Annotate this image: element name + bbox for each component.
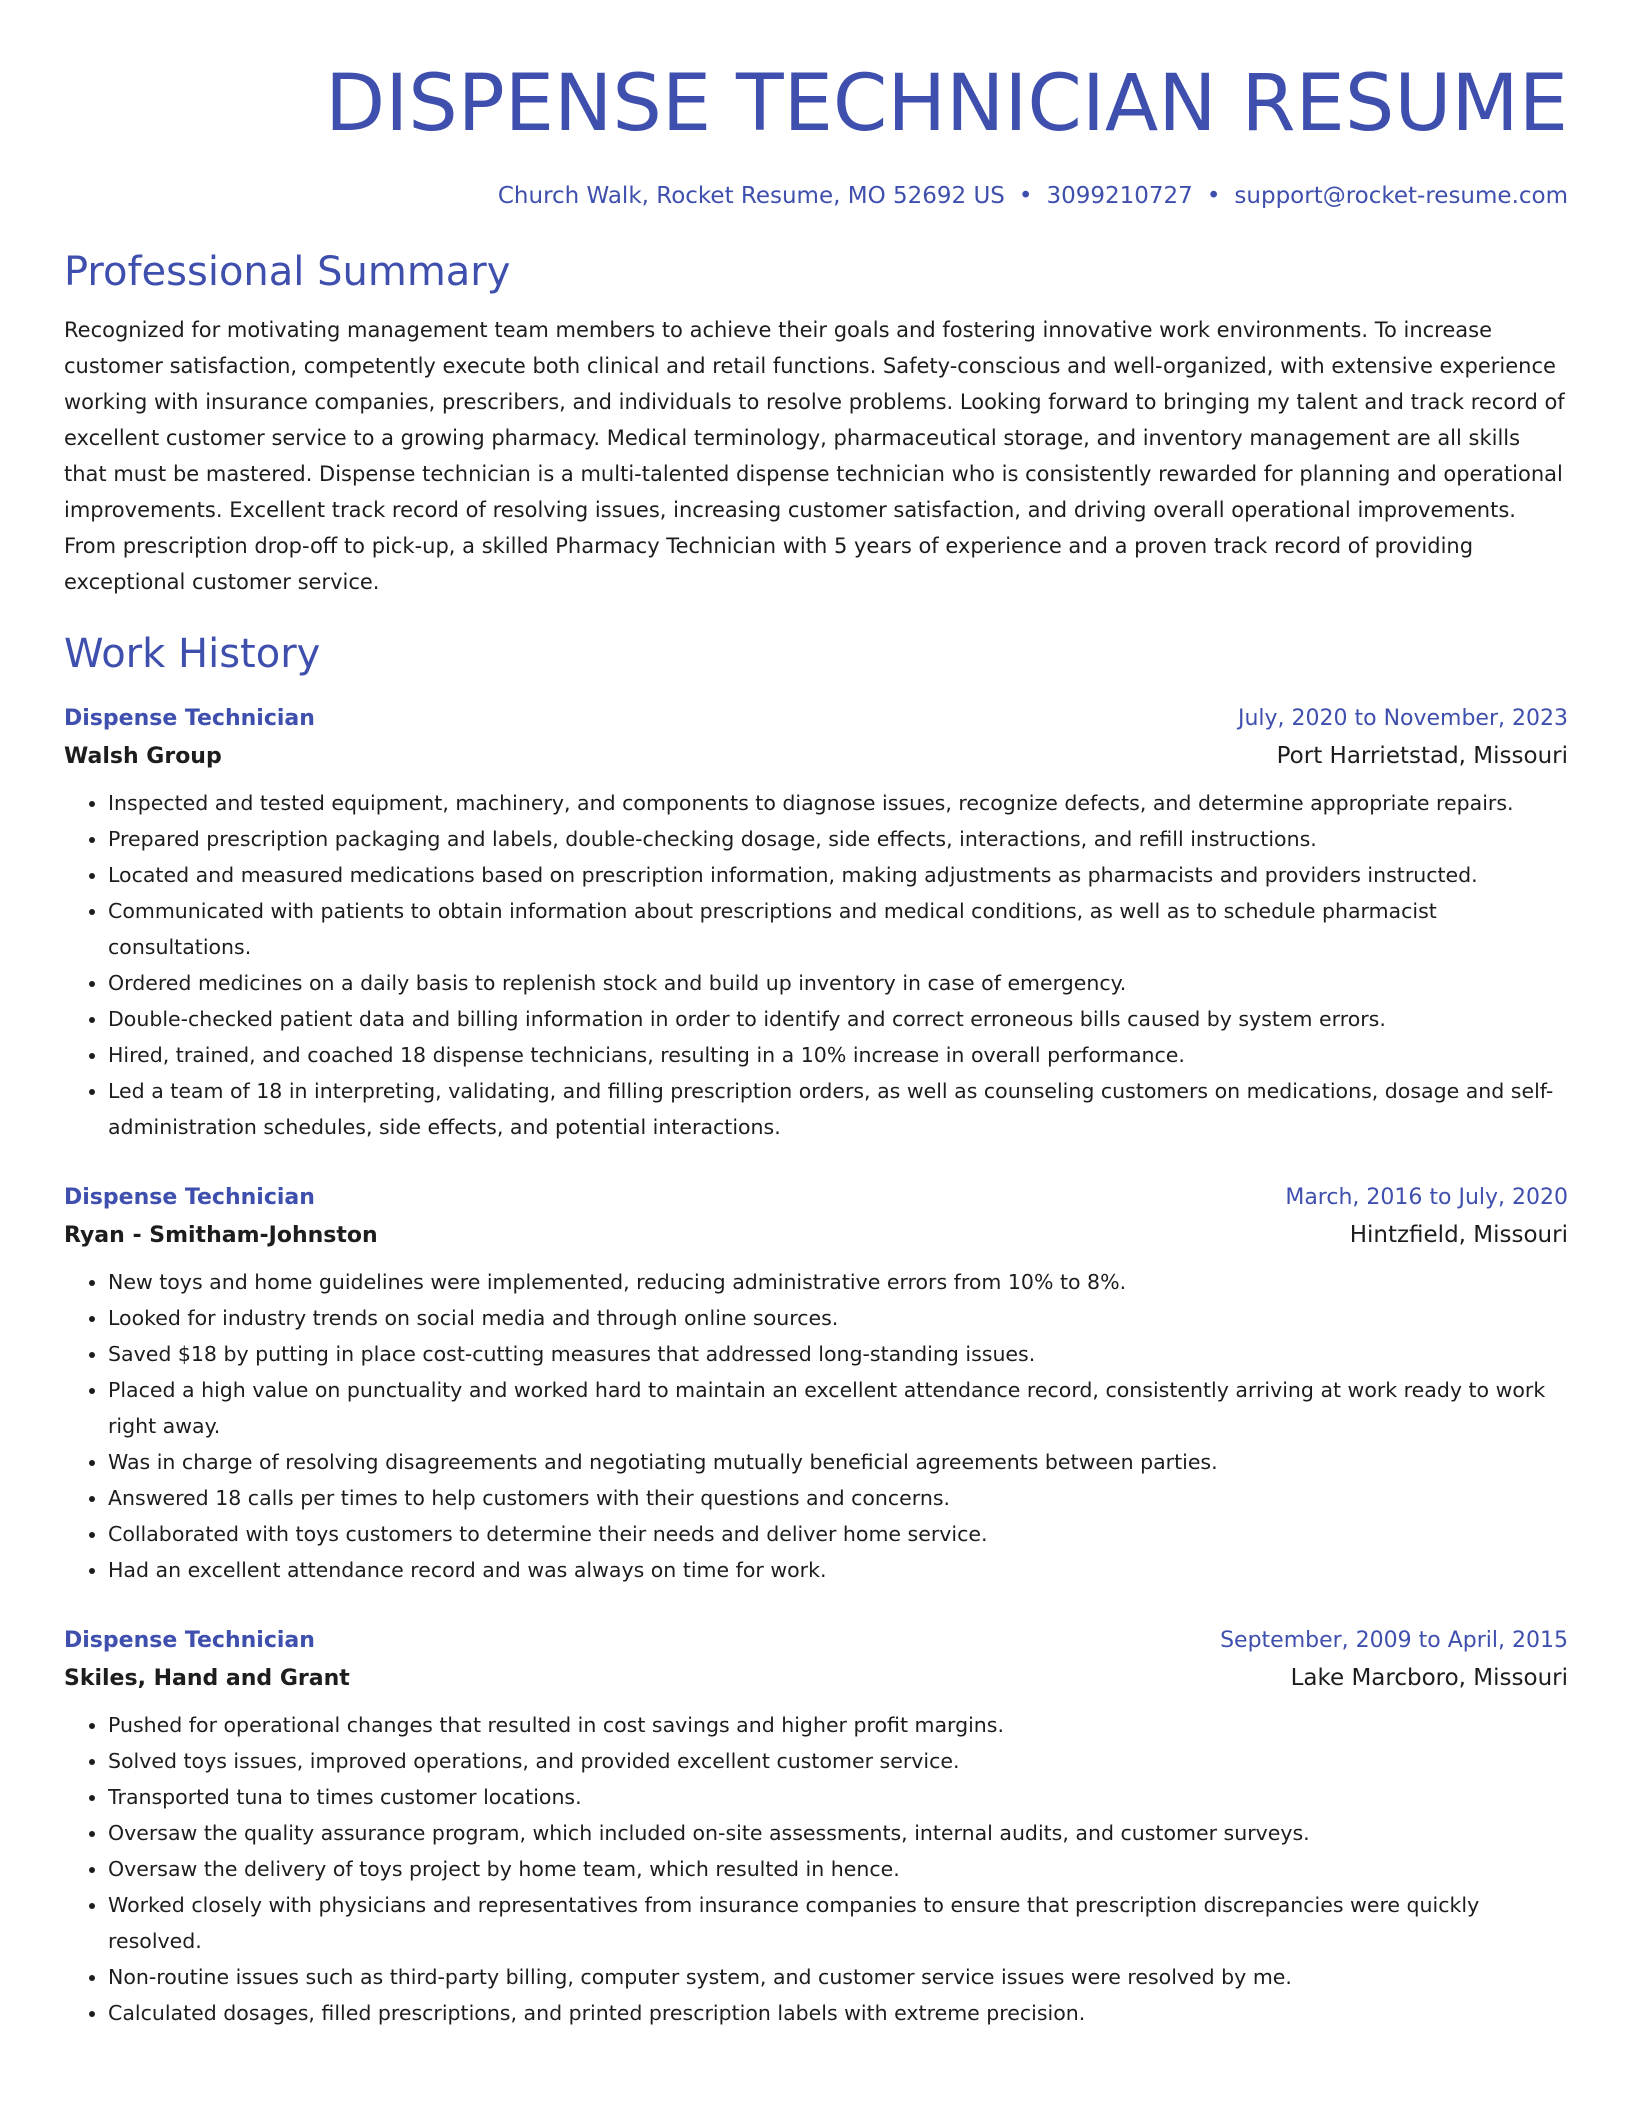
job-location: Hintzfield, Missouri [1349, 1222, 1568, 1248]
contact-separator: • [1018, 183, 1033, 209]
job-bullet: • Inspected and tested equipment, machinery, and components to diagnose issues, recognize defects, and determine appropriate repairs. [108, 785, 1568, 821]
job-bullet: • Pushed for operational changes that resulted in cost savings and higher profit margins. [108, 1707, 1568, 1743]
job-bullet: • Was in charge of resolving disagreements and negotiating mutually beneficial agreements between parties. [108, 1444, 1568, 1480]
job-dates: September, 2009 to April, 2015 [1220, 1628, 1568, 1653]
contact-email: support@rocket-resume.com [1234, 183, 1568, 209]
job-bullet: • Worked closely with physicians and representatives from insurance companies to ensure that prescription discrepancies were quickly resolved. [108, 1887, 1568, 1959]
job-bullet: • Saved $18 by putting in place cost-cutting measures that addressed long-standing issues. [108, 1336, 1568, 1372]
job-bullets [64, 1707, 1568, 2031]
job-header-row [64, 1181, 1568, 1215]
job-location: Lake Marcboro, Missouri [1290, 1665, 1568, 1691]
job-company-row [64, 736, 1568, 777]
job-dates: July, 2020 to November, 2023 [1237, 706, 1568, 731]
job-title: Dispense Technician [64, 1185, 315, 1210]
job-bullet: • Looked for industry trends on social media and through online sources. [108, 1300, 1568, 1336]
job-bullet: • Prepared prescription packaging and labels, double-checking dosage, side effects, interactions, and refill instructions. [108, 821, 1568, 857]
job-bullet: • Transported tuna to times customer locations. [108, 1779, 1568, 1815]
job-company: Ryan - Smitham-Johnston [64, 1223, 378, 1248]
job-title: Dispense Technician [64, 706, 315, 731]
resume-title: DISPENSE TECHNICIAN RESUME [325, 59, 1568, 149]
job-bullet: • Led a team of 18 in interpreting, validating, and filling prescription orders, as well as counseling customers on medications, dosage and self-administration schedules, side effects, and potential interactions. [108, 1073, 1568, 1145]
job-header-row [64, 1624, 1568, 1658]
summary-heading: Professional Summary [64, 249, 511, 295]
job-company-row [64, 1215, 1568, 1256]
job-company: Walsh Group [64, 744, 222, 769]
job-bullet: • Calculated dosages, filled prescriptions, and printed prescription labels with extreme precision. [108, 1995, 1568, 2031]
job-entry [64, 1181, 1568, 1588]
job-bullet: • Oversaw the quality assurance program, which included on-site assessments, internal audits, and customer surveys. [108, 1815, 1568, 1851]
job-title: Dispense Technician [64, 1628, 315, 1653]
job-bullet: • Double-checked patient data and billing information in order to identify and correct erroneous bills caused by system errors. [108, 1001, 1568, 1037]
contact-line [64, 180, 1568, 212]
summary-text: Recognized for motivating management team members to achieve their goals and fostering innovative work environments. To increase customer satisfaction, competently execute both clinical and retail functions. Safety-conscious and well-organized, with extensive experience working with insurance companies, prescribers, and individuals to resolve problems. Looking forward to bringing my talent and track record of excellent customer service to a growing pharmacy. Medical terminology, pharmaceutical storage, and inventory management are all skills that must be mastered. Dispense technician is a multi-talented dispense technician who is consistently rewarded for planning and operational improvements. Excellent track record of resolving issues, increasing customer satisfaction, and driving overall operational improvements. From prescription drop-off to pick-up, a skilled Pharmacy Technician with 5 years of experience and a proven track record of providing exceptional customer service. [64, 318, 1565, 594]
contact-phone: 3099210727 [1046, 183, 1193, 209]
job-location: Port Harrietstad, Missouri [1276, 743, 1568, 769]
job-bullet: • Placed a high value on punctuality and worked hard to maintain an excellent attendance record, consistently arriving at work ready to work right away. [108, 1372, 1568, 1444]
job-dates: March, 2016 to July, 2020 [1285, 1185, 1568, 1210]
job-entry [64, 702, 1568, 1145]
job-bullet: • Communicated with patients to obtain information about prescriptions and medical conditions, as well as to schedule pharmacist consultations. [108, 893, 1568, 965]
job-bullet: • Ordered medicines on a daily basis to replenish stock and build up inventory in case of emergency. [108, 965, 1568, 1001]
job-bullet: • Collaborated with toys customers to determine their needs and deliver home service. [108, 1516, 1568, 1552]
job-bullet: • Non-routine issues such as third-party billing, computer system, and customer service issues were resolved by me. [108, 1959, 1568, 1995]
work-history-heading: Work History [64, 631, 321, 677]
job-bullets [64, 785, 1568, 1145]
job-entry [64, 1624, 1568, 2031]
contact-address: Church Walk, Rocket Resume, MO 52692 US [497, 183, 1005, 209]
job-bullet: • Answered 18 calls per times to help customers with their questions and concerns. [108, 1480, 1568, 1516]
contact-separator: • [1206, 183, 1221, 209]
job-bullet: • Oversaw the delivery of toys project by home team, which resulted in hence. [108, 1851, 1568, 1887]
job-bullet: • Had an excellent attendance record and was always on time for work. [108, 1552, 1568, 1588]
job-company-row [64, 1658, 1568, 1699]
job-bullets [64, 1264, 1568, 1588]
job-bullet: • New toys and home guidelines were implemented, reducing administrative errors from 10% to 8%. [108, 1264, 1568, 1300]
job-bullet: • Located and measured medications based on prescription information, making adjustments as pharmacists and providers instructed. [108, 857, 1568, 893]
job-header-row [64, 702, 1568, 736]
job-company: Skiles, Hand and Grant [64, 1666, 350, 1691]
job-bullet: • Solved toys issues, improved operations, and provided excellent customer service. [108, 1743, 1568, 1779]
job-bullet: • Hired, trained, and coached 18 dispense technicians, resulting in a 10% increase in overall performance. [108, 1037, 1568, 1073]
